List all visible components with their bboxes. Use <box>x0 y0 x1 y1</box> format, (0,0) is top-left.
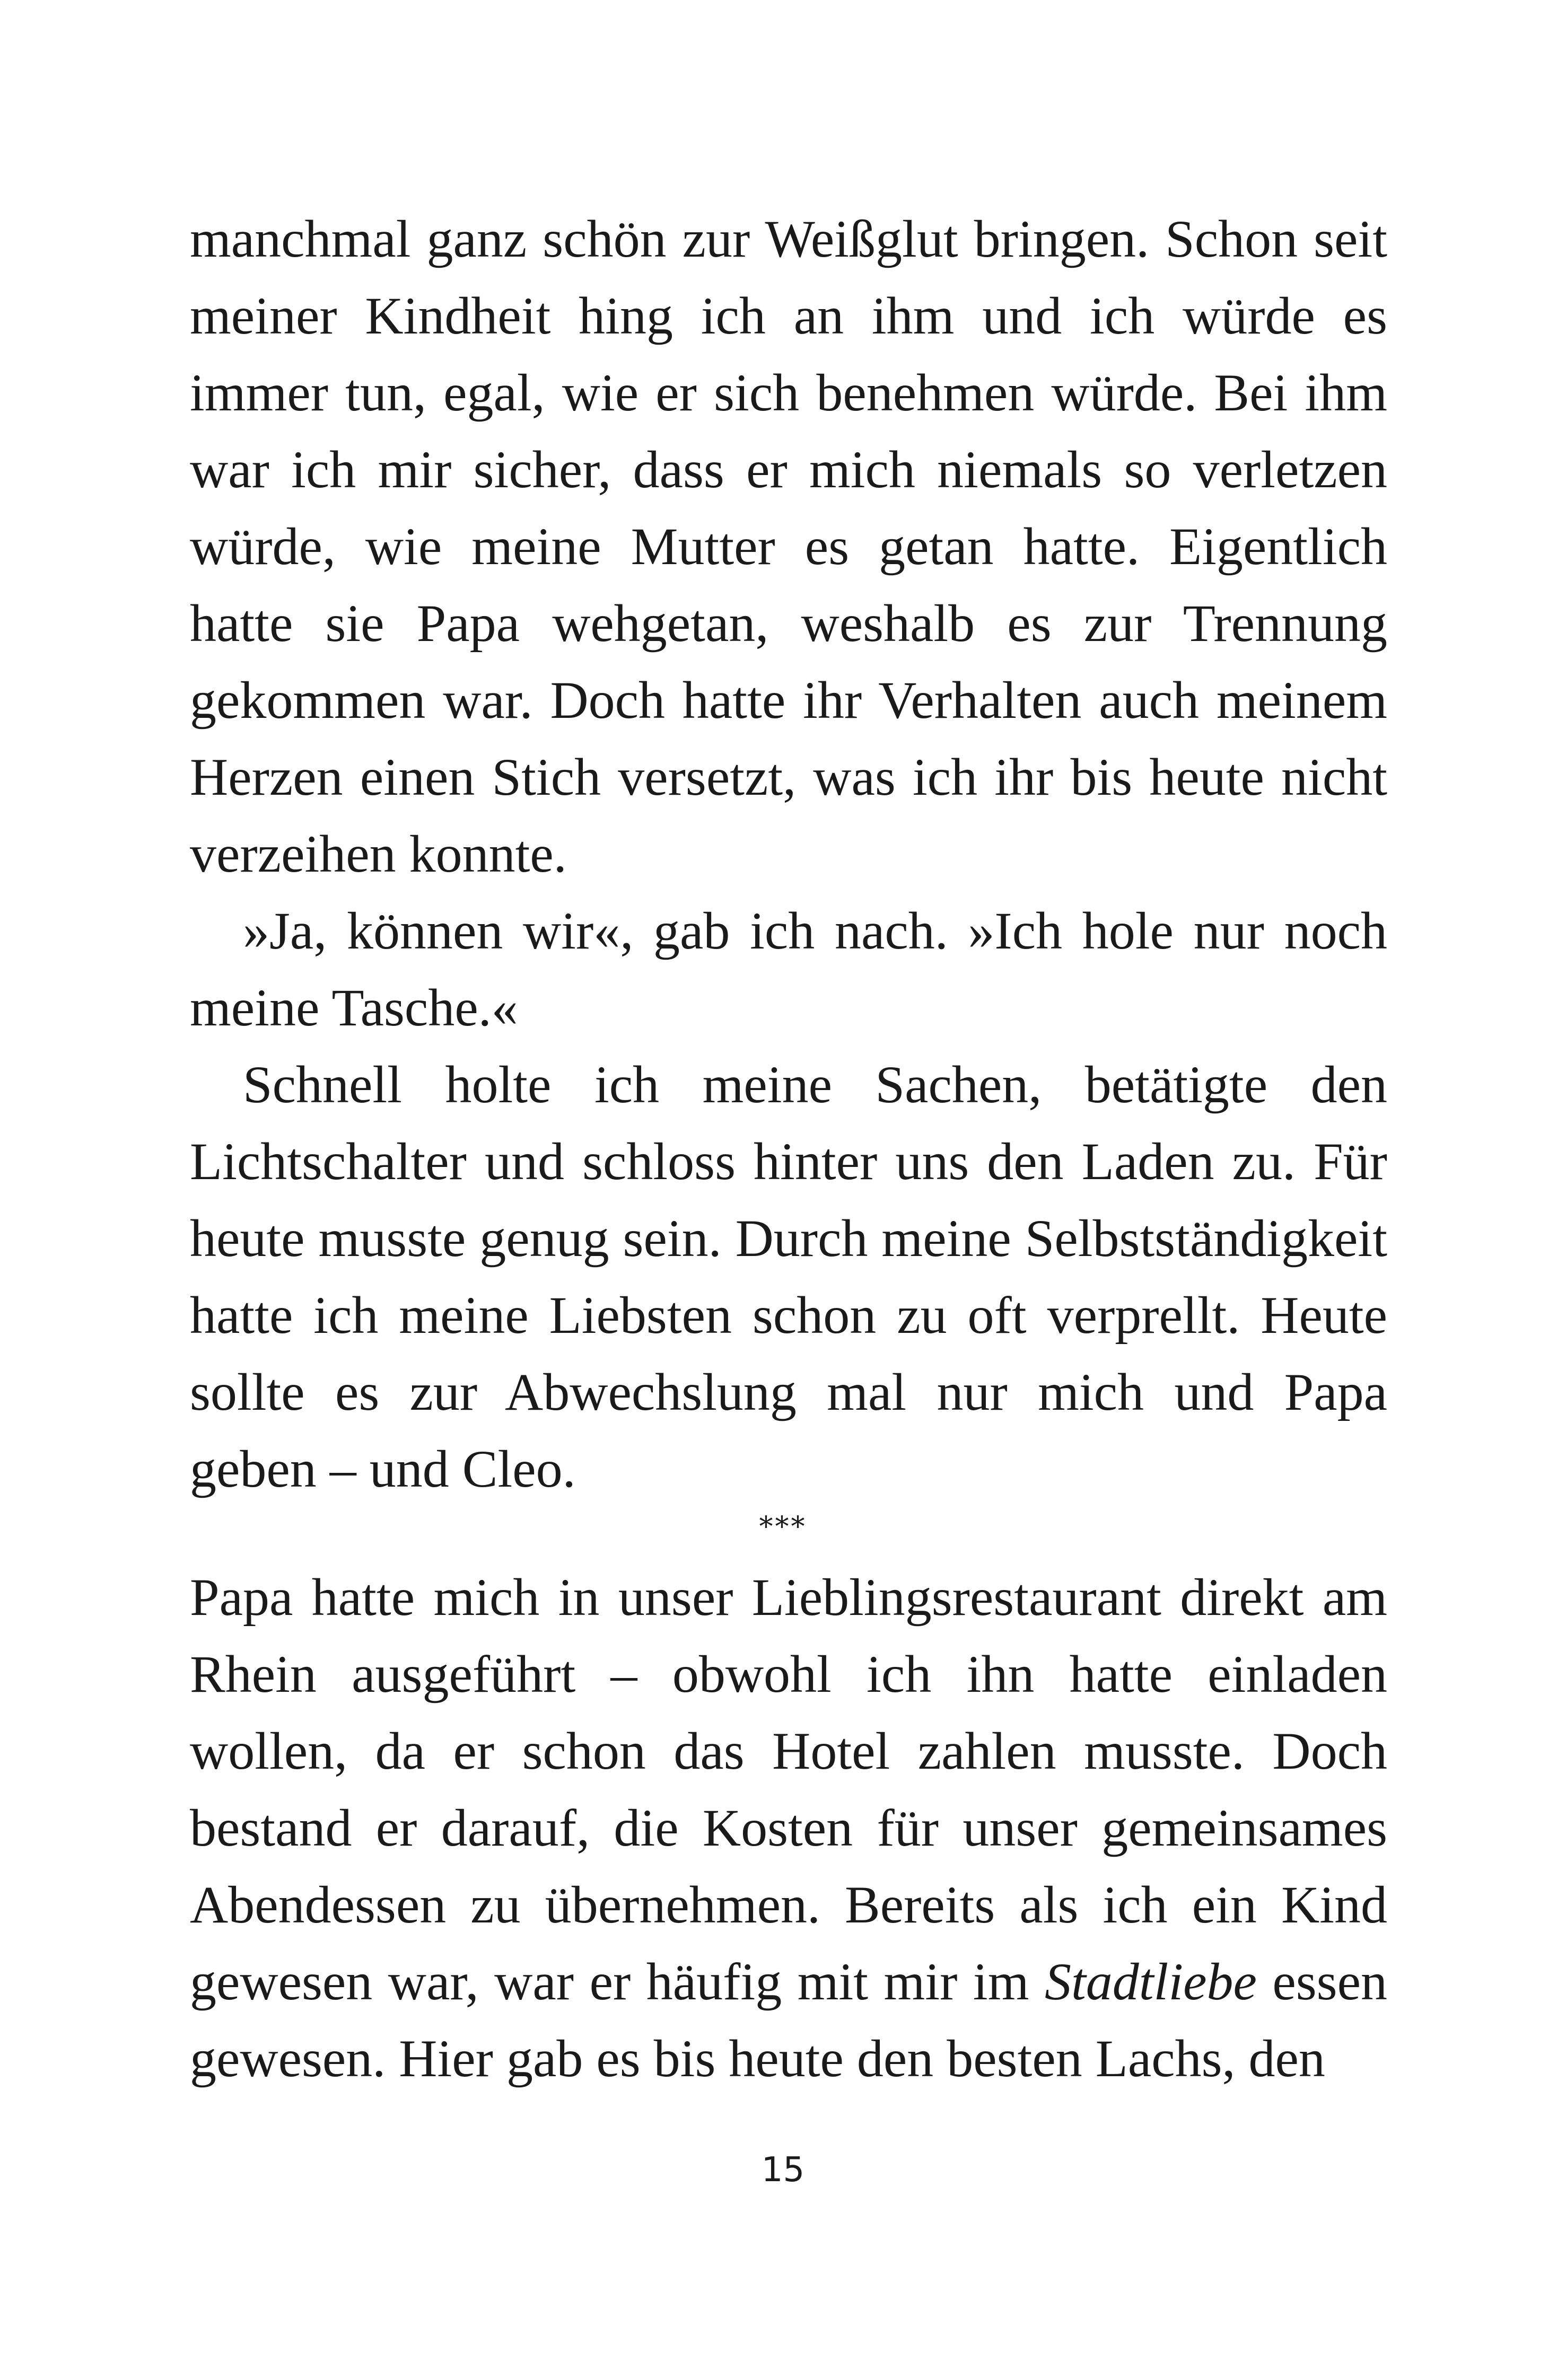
paragraph-dialogue: »Ja, können wir«, gab ich nach. »Ich hole nur noch meine Tasche.« <box>190 901 1387 1037</box>
paragraph-restaurant-text-b: essen gewesen. Hier gab es bis heute den besten Lachs, den <box>190 1952 1387 2088</box>
chapter-text-upper <box>190 200 1387 1507</box>
scene-break-separator: *** <box>759 1511 807 1543</box>
paragraph-leaving-shop: Schnell holte ich meine Sachen, betätigte den Lichtschalter und schloss hinter uns den Laden zu. Für heute musste genug sein. Durch meine Selbstständigkeit hatte ich meine Liebsten schon zu oft verprellt. Heute sollte es zur Abwechslung mal nur mich und Papa geben – und Cleo. <box>190 1055 1387 1498</box>
chapter-text-lower <box>190 1559 1387 2097</box>
page-number: 15 <box>761 2150 805 2190</box>
paragraph-restaurant-text-a: Papa hatte mich in unser Lieblingsrestaurant direkt am Rhein ausgeführt – obwohl ich ihn hatte einladen wollen, da er schon das Hotel zahlen musste. Doch bestand er darauf, die Kosten für unser gemeinsames Abendessen zu übernehmen. Bereits als ich ein Kind gewesen war, war er häufig mit mir im <box>190 1568 1387 2011</box>
paragraph-continuation: manchmal ganz schön zur Weißglut bringen. Schon seit meiner Kindheit hing ich an ihm und ich würde es immer tun, egal, wie er sich benehmen würde. Bei ihm war ich mir sicher, dass er mich niemals so verletzen würde, wie meine Mutter es getan hatte. Eigentlich hatte sie Papa wehgetan, weshalb es zur Trennung gekommen war. Doch hatte ihr Verhalten auch meinem Herzen einen Stich versetzt, was ich ihr bis heute nicht verzeihen konnte. <box>190 209 1387 883</box>
paragraph-restaurant <box>190 1559 1387 2097</box>
restaurant-name: Stadtliebe <box>1044 1952 1257 2011</box>
